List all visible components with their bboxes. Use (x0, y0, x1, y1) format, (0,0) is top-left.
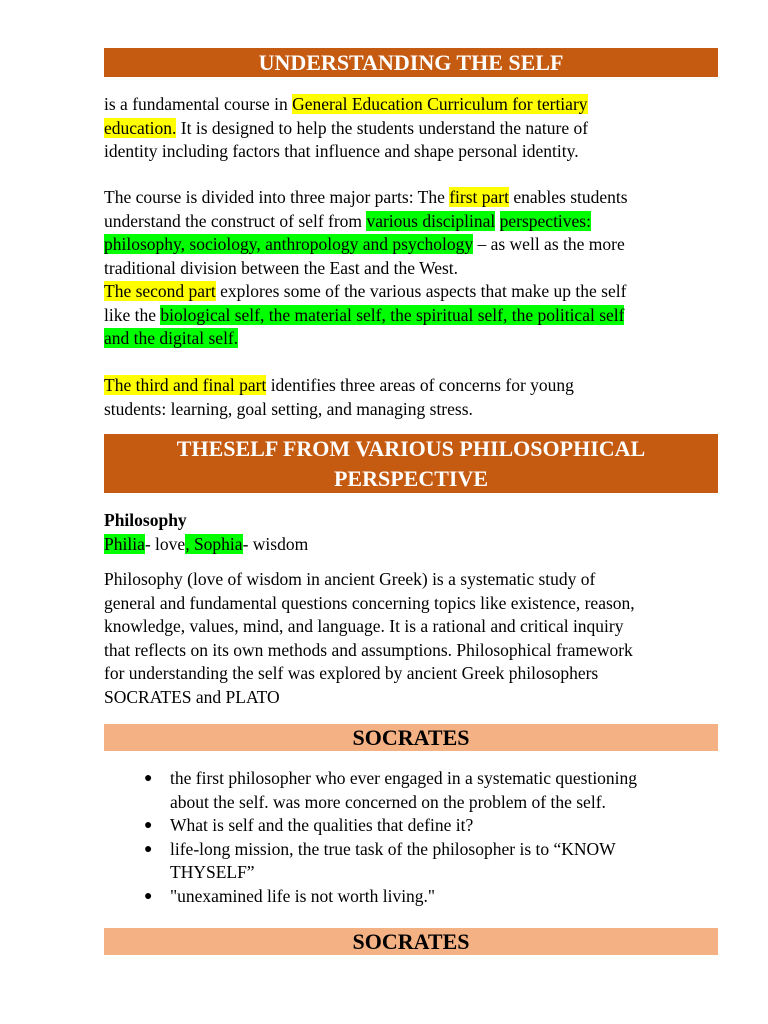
text-line: that reflects on its own methods and assumptions. Philosophical framework (104, 639, 633, 660)
banner-understanding-the-self (104, 48, 718, 77)
highlight-text: philosophy, sociology, anthropology and psychology (104, 234, 474, 254)
list-item (104, 814, 724, 838)
text: - wisdom (242, 533, 309, 554)
intro-paragraph-2 (104, 186, 724, 351)
text-line: general and fundamental questions concerning topics like existence, reason, (104, 592, 635, 613)
list-item (104, 767, 724, 814)
text-line: THYSELF” (170, 862, 255, 882)
text: – as well as the more (473, 234, 625, 254)
text: The course is divided into three major parts: The (104, 187, 450, 207)
highlight-text: perspectives: (499, 210, 591, 231)
text-line: life-long mission, the true task of the philosopher is to “KNOW (170, 838, 616, 859)
socrates-list (104, 767, 724, 908)
text: It is designed to help the students understand the nature of (176, 117, 589, 138)
text-line: SOCRATES and PLATO (104, 686, 280, 707)
highlight-text: Philia (104, 533, 145, 554)
text: understand the construct of self from (104, 210, 367, 231)
list-item (104, 838, 724, 885)
highlight-text: various disciplinal (366, 210, 496, 231)
highlight-text: General Education Curriculum for tertiary (292, 94, 588, 114)
text-line: What is self and the qualities that define it? (170, 815, 474, 835)
text: - love (144, 533, 186, 554)
text-line: Philosophy (love of wisdom in ancient Greek) is a systematic study of (104, 569, 596, 589)
banner-philosophical-perspective (104, 434, 718, 493)
intro-paragraph-1 (104, 93, 724, 164)
text-line: knowledge, values, mind, and language. It is a rational and critical inquiry (104, 616, 624, 636)
highlight-text: , Sophia (185, 533, 243, 554)
list-item (104, 885, 724, 909)
banner-title: SOCRATES (352, 725, 470, 750)
text: students: learning, goal setting, and managing stress. (104, 398, 473, 419)
banner-socrates-2 (104, 928, 718, 955)
intro-paragraph-3 (104, 374, 724, 421)
text (495, 211, 499, 231)
text: is a fundamental course in (104, 94, 293, 114)
bullet-icon: ● (144, 818, 153, 833)
highlight-text: education. (104, 117, 177, 138)
banner-title: UNDERSTANDING THE SELF (258, 50, 564, 75)
text: traditional division between the East and the West. (104, 257, 459, 278)
text: identity including factors that influence and shape personal identity. (104, 141, 579, 161)
banner-title-line2: PERSPECTIVE (333, 466, 489, 491)
highlight-text: The second part (104, 281, 216, 301)
text-line: the first philosopher who ever engaged in a systematic questioning (170, 768, 638, 788)
banner-title-line1: THESELF FROM VARIOUS PHILOSOPHICAL (176, 436, 646, 461)
text: like the (104, 304, 161, 325)
bullet-icon: ● (144, 888, 153, 904)
text: enables students (509, 187, 628, 207)
philosophy-heading: Philosophy (104, 510, 187, 530)
highlight-text: and the digital self. (104, 328, 239, 348)
text-line: about the self. was more concerned on the problem of the self. (170, 791, 606, 812)
text: identifies three areas of concerns for young (266, 375, 574, 395)
bullet-icon: ● (144, 771, 153, 786)
banner-socrates (104, 724, 718, 751)
highlight-text: The third and final part (104, 375, 267, 395)
highlight-text: biological self, the material self, the spiritual self, the political self (160, 304, 625, 325)
banner-title: SOCRATES (352, 929, 470, 954)
text-line: for understanding the self was explored by ancient Greek philosophers (104, 663, 599, 683)
bullet-icon: ● (144, 841, 153, 857)
philosophy-body (104, 568, 724, 709)
highlight-text: first part (449, 187, 509, 207)
text: explores some of the various aspects that make up the self (215, 281, 627, 301)
philosophy-block (104, 509, 724, 556)
text-line: "unexamined life is not worth living." (170, 885, 436, 906)
